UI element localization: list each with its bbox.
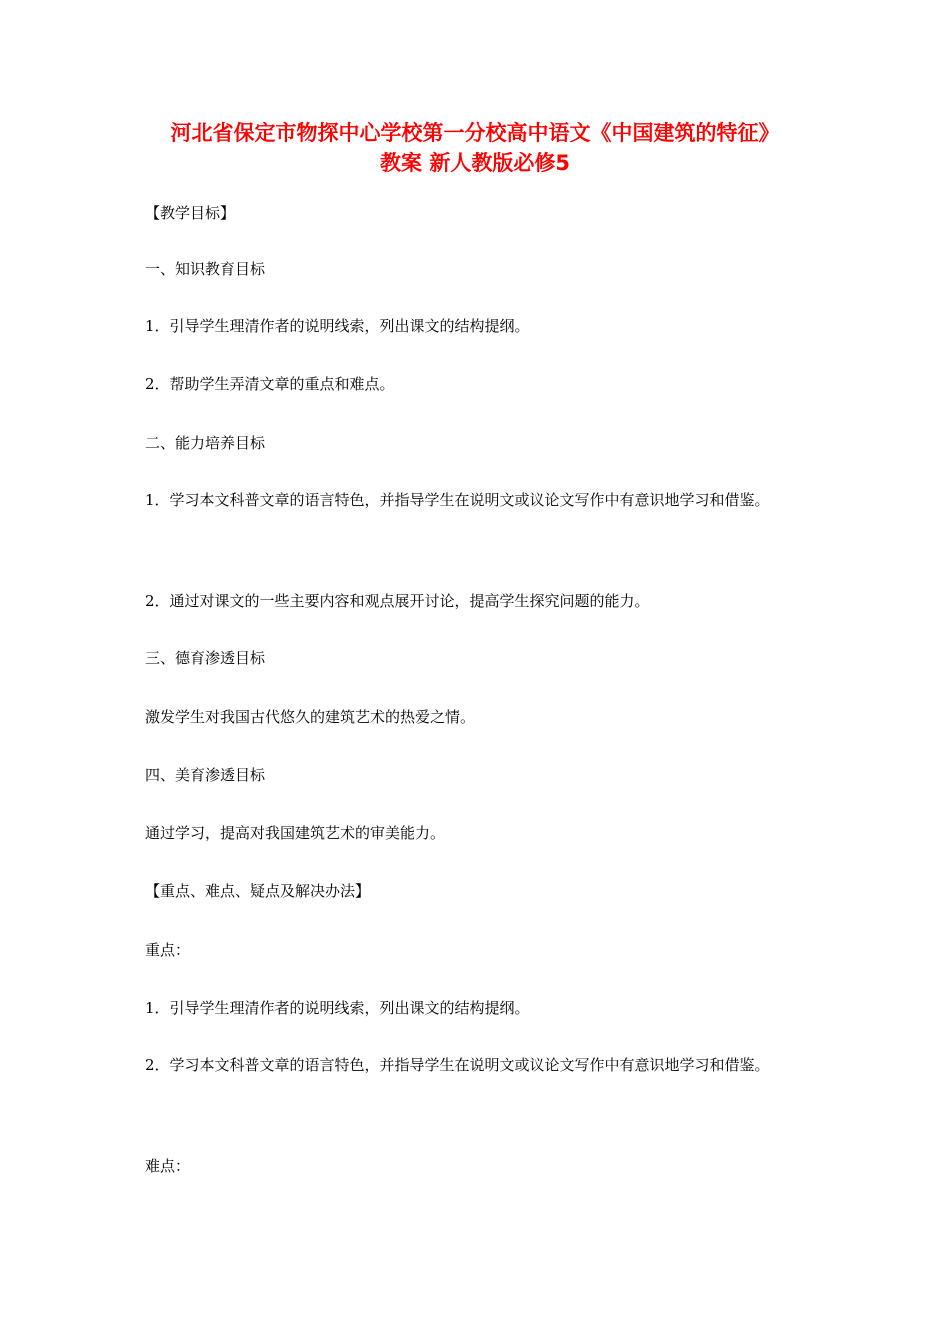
- subheading-ability-goals: 二、能力培养目标: [145, 434, 266, 452]
- subheading-knowledge-goals: 一、知识教育目标: [145, 260, 266, 278]
- section-heading-teaching-goals: 【教学目标】: [145, 204, 236, 222]
- subheading-moral-goals: 三、德育渗透目标: [145, 649, 266, 667]
- title-line-1: 河北省保定市物探中心学校第一分校高中语文《中国建筑的特征》: [170, 121, 780, 145]
- section-heading-key-points: 【重点、难点、疑点及解决办法】: [145, 882, 371, 900]
- paragraph: 1．引导学生理清作者的说明线索，列出课文的结构提纲。: [145, 999, 530, 1017]
- subheading-aesthetic-goals: 四、美育渗透目标: [145, 766, 266, 784]
- label-key-points: 重点：: [145, 941, 191, 959]
- label-difficult-points: 难点：: [145, 1157, 191, 1175]
- paragraph: 激发学生对我国古代悠久的建筑艺术的热爱之情。: [145, 708, 476, 726]
- paragraph: 通过学习，提高对我国建筑艺术的审美能力。: [145, 824, 446, 842]
- paragraph: 2．帮助学生弄清文章的重点和难点。: [145, 375, 395, 393]
- paragraph: 1．学习本文科普文章的语言特色，并指导学生在说明文或议论文写作中有意识地学习和借鉴。: [145, 491, 770, 509]
- paragraph: 2．通过对课文的一些主要内容和观点展开讨论，提高学生探究问题的能力。: [145, 592, 650, 610]
- paragraph: 1．引导学生理清作者的说明线索，列出课文的结构提纲。: [145, 317, 530, 335]
- title-line-2: 教案 新人教版必修5: [380, 151, 570, 175]
- document-title: [100, 118, 850, 178]
- paragraph: 2．学习本文科普文章的语言特色，并指导学生在说明文或议论文写作中有意识地学习和借鉴。: [145, 1056, 770, 1074]
